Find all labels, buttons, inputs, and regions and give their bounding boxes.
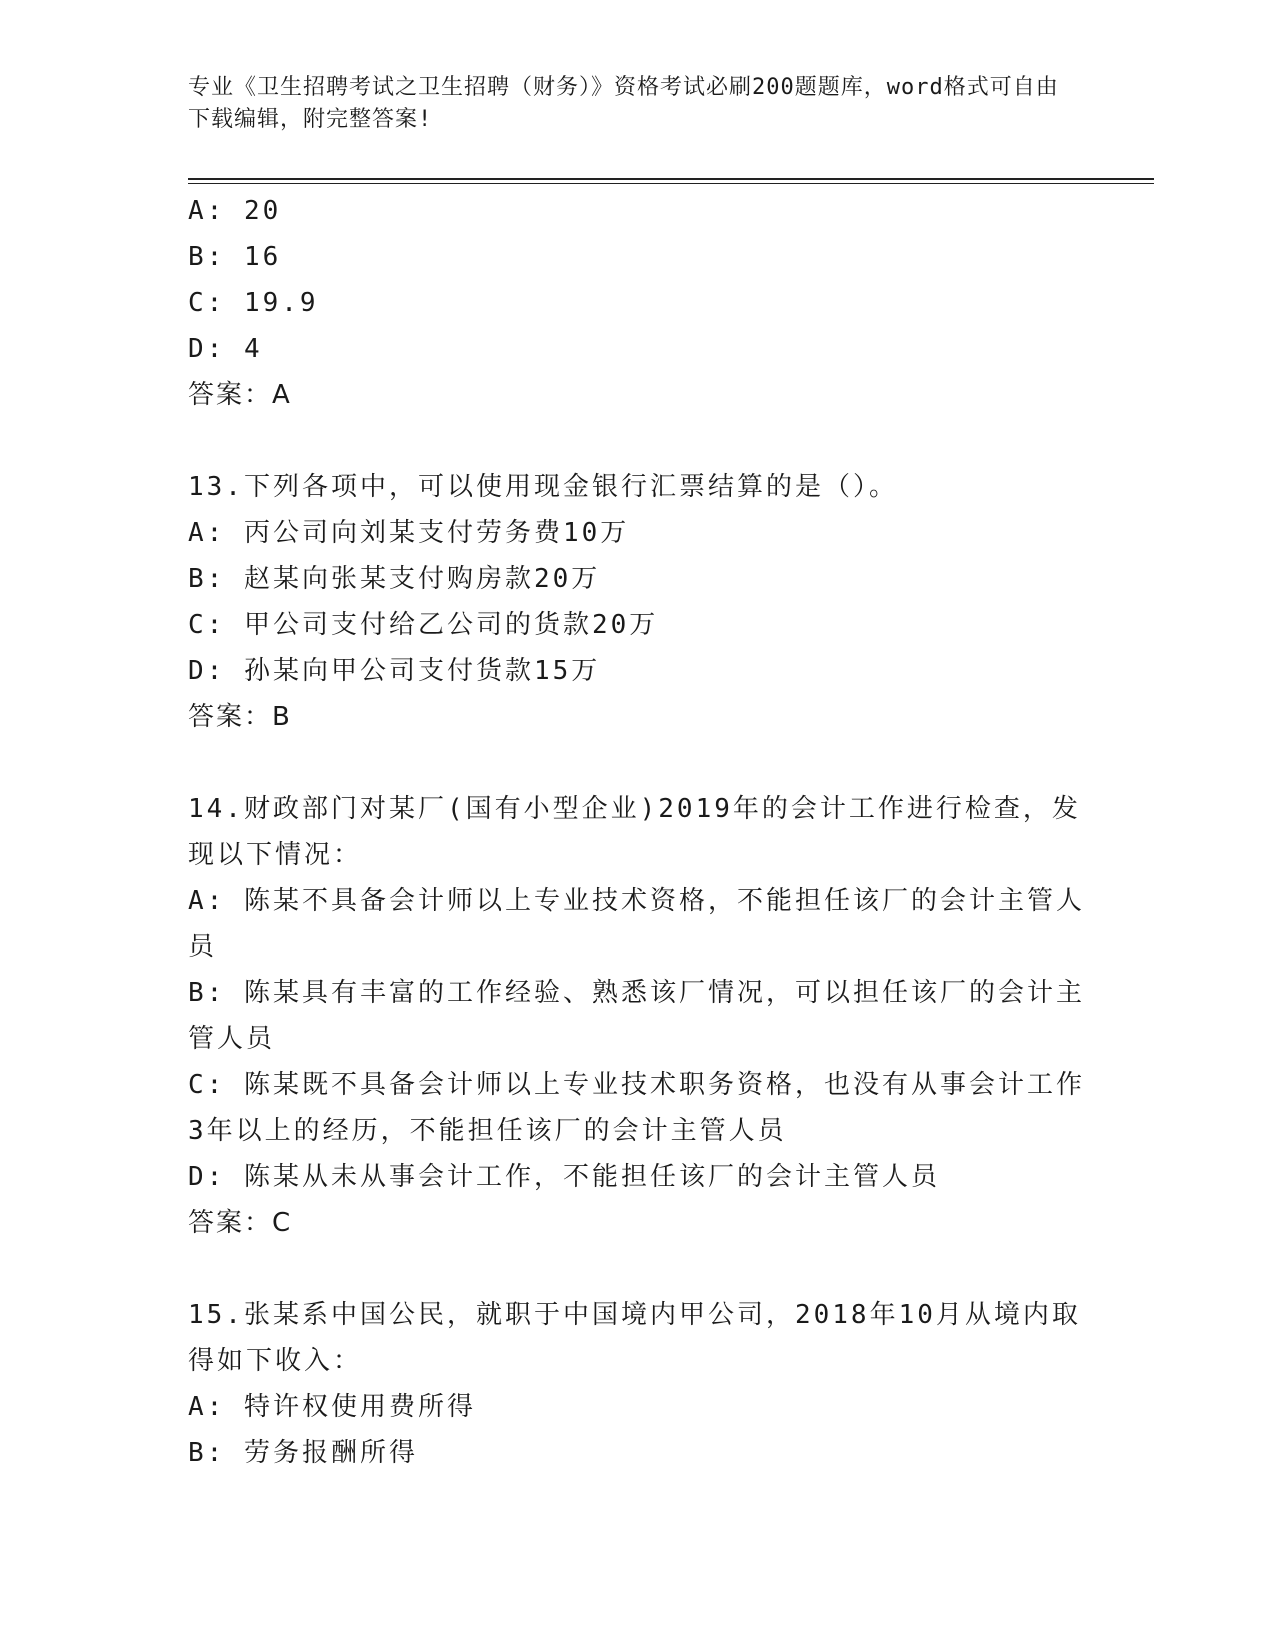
option-c: C: 19.9 (188, 288, 319, 318)
spacer (188, 740, 1088, 786)
document-content (188, 188, 1088, 1476)
answer-line: 答案：C (188, 1208, 293, 1238)
question-prev (188, 188, 1088, 418)
question-15 (188, 1292, 1088, 1476)
question-stem: 13.下列各项中，可以使用现金银行汇票结算的是（）。 (188, 472, 898, 502)
option-d: D: 陈某从未从事会计工作，不能担任该厂的会计主管人员 (188, 1162, 940, 1192)
option-b: B: 陈某具有丰富的工作经验、熟悉该厂情况，可以担任该厂的会计主管人员 (188, 978, 1085, 1054)
option-a: A: 丙公司向刘某支付劳务费10万 (188, 518, 630, 548)
option-a: A: 20 (188, 196, 282, 226)
option-c: C: 陈某既不具备会计师以上专业技术职务资格，也没有从事会计工作3年以上的经历，不能担任该厂的会计主管人员 (188, 1070, 1085, 1146)
answer-line: 答案：A (188, 380, 292, 410)
answer-line: 答案：B (188, 702, 292, 732)
option-d: D: 4 (188, 334, 263, 364)
option-a: A: 特许权使用费所得 (188, 1392, 476, 1422)
option-a: A: 陈某不具备会计师以上专业技术资格，不能担任该厂的会计主管人员 (188, 886, 1085, 962)
header-rule-thin (188, 183, 1154, 184)
question-13 (188, 464, 1088, 740)
question-stem: 15.张某系中国公民，就职于中国境内甲公司，2018年10月从境内取得如下收入： (188, 1300, 1081, 1376)
header-rule-thick (188, 178, 1154, 180)
option-b: B: 16 (188, 242, 282, 272)
option-c: C: 甲公司支付给乙公司的货款20万 (188, 610, 659, 640)
question-14 (188, 786, 1088, 1246)
question-stem: 14.财政部门对某厂(国有小型企业)2019年的会计工作进行检查，发现以下情况： (188, 794, 1081, 870)
option-b: B: 赵某向张某支付购房款20万 (188, 564, 601, 594)
spacer (188, 1246, 1088, 1292)
document-header: 专业《卫生招聘考试之卫生招聘（财务）》资格考试必刷200题题库，word格式可自由下载编辑，附完整答案! (188, 75, 1059, 132)
spacer (188, 418, 1088, 464)
option-b: B: 劳务报酬所得 (188, 1438, 418, 1468)
option-d: D: 孙某向甲公司支付货款15万 (188, 656, 601, 686)
